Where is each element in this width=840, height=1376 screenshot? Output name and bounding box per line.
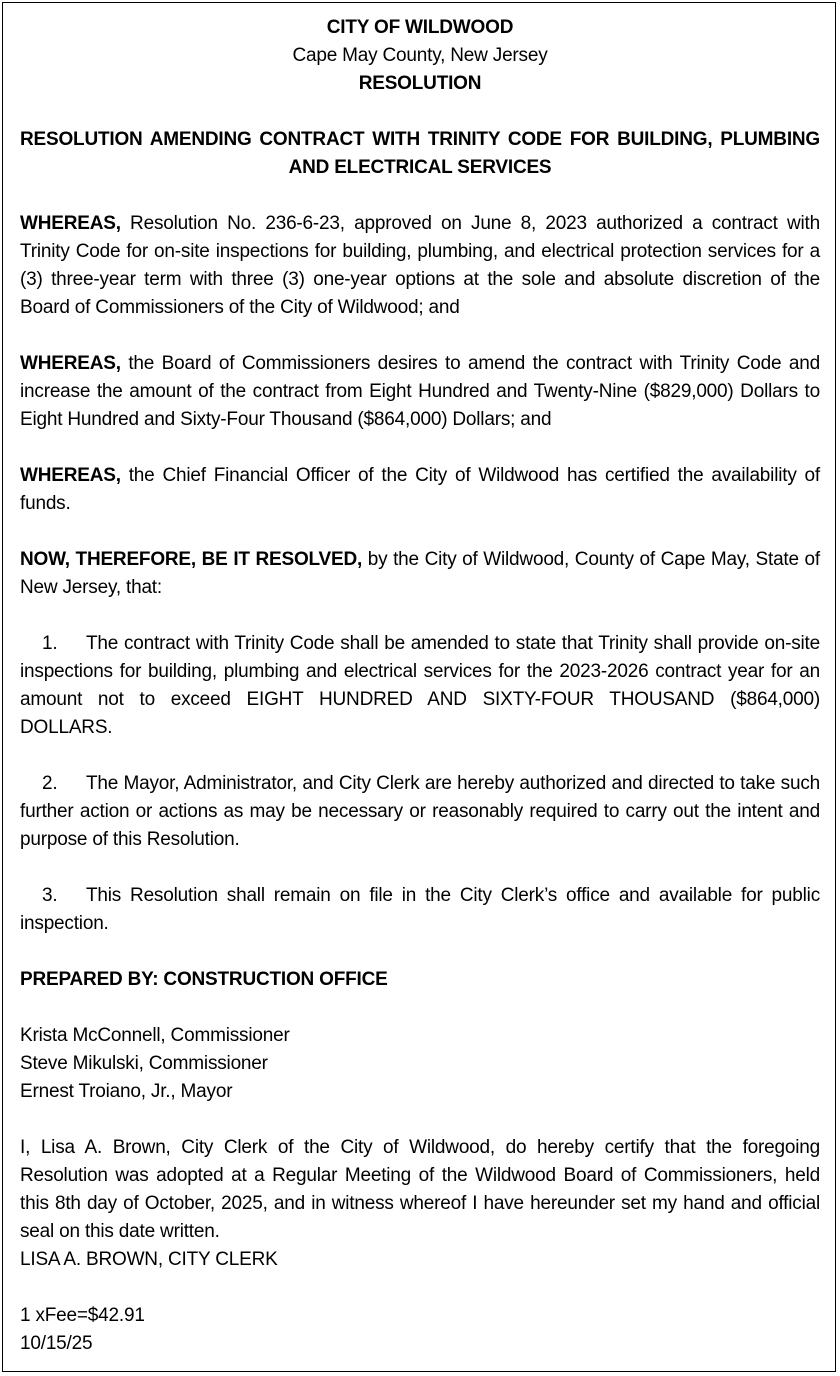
- county-state: Cape May County, New Jersey: [292, 45, 548, 66]
- whereas-text: Resolution No. 236-6-23, approved on June 8, 2023 authorized a contract with Trinity Code for on-site inspections for building, plumbing, and electrical protection services for a (3) three-year term with three (3) one-year options at the sole and absolute discretion of the Board of Commissioners of the City of Wildwood; and: [20, 213, 820, 318]
- officials-list: [20, 1022, 820, 1106]
- document-type: RESOLUTION: [358, 73, 482, 94]
- resolved-text: by the City of Wildwood, County of Cape May, State of New Jersey, that:: [20, 549, 820, 598]
- whereas-paragraph: [20, 350, 820, 434]
- clerk-certification: I, Lisa A. Brown, City Clerk of the City of Wildwood, do hereby certify that the foregoing Resolution was adopted at a Regular Meeting of the Wildwood Board of Commissioners, held this 8th day of October, 2025, and in witness whereof I have hereunder set my hand and official seal on this date written.: [20, 1137, 820, 1242]
- item-number: 1.: [42, 633, 58, 654]
- whereas-paragraph: [20, 210, 820, 322]
- resolution-item: [20, 882, 820, 938]
- whereas-lead: WHEREAS,: [20, 353, 121, 374]
- fee-line: 1 xFee=$42.91: [20, 1305, 145, 1326]
- whereas-text: the Chief Financial Officer of the City of Wildwood has certified the availability of funds.: [20, 465, 820, 514]
- publication-date: 10/15/25: [20, 1333, 93, 1354]
- item-text: The Mayor, Administrator, and City Clerk are hereby authorized and directed to take such further action or actions as may be necessary or reasonably required to carry out the intent and purpose of this Resolution.: [20, 773, 820, 850]
- resolution-notice: [20, 14, 820, 1358]
- official-name: Ernest Troiano, Jr., Mayor: [20, 1081, 233, 1102]
- item-number: 2.: [42, 773, 58, 794]
- whereas-lead: WHEREAS,: [20, 465, 121, 486]
- clerk-signature: LISA A. BROWN, CITY CLERK: [20, 1249, 278, 1270]
- resolved-lead: NOW, THEREFORE, BE IT RESOLVED,: [20, 549, 363, 570]
- resolution-item: [20, 630, 820, 742]
- whereas-paragraph: [20, 462, 820, 518]
- whereas-lead: WHEREAS,: [20, 213, 121, 234]
- resolution-item: [20, 770, 820, 854]
- billing-info: [20, 1302, 820, 1358]
- city-name: CITY OF WILDWOOD: [326, 17, 514, 38]
- item-text: The contract with Trinity Code shall be amended to state that Trinity shall provide on-site inspections for building, plumbing and electrical services for the 2023-2026 contract year for an amount not to exceed EIGHT HUNDRED AND SIXTY-FOUR THOUSAND ($864,000) DOLLARS.: [20, 633, 820, 738]
- item-number: 3.: [42, 885, 58, 906]
- prepared-by: PREPARED BY: CONSTRUCTION OFFICE: [20, 969, 388, 990]
- official-name: Steve Mikulski, Commissioner: [20, 1053, 268, 1074]
- whereas-text: the Board of Commissioners desires to amend the contract with Trinity Code and increase the amount of the contract from Eight Hundred and Twenty-Nine ($829,000) Dollars to Eight Hundred and Sixty-Four Thousand ($864,000) Dollars; and: [20, 353, 820, 430]
- official-name: Krista McConnell, Commissioner: [20, 1025, 290, 1046]
- resolved-paragraph: [20, 546, 820, 602]
- resolution-title: RESOLUTION AMENDING CONTRACT WITH TRINITY CODE FOR BUILDING, PLUMBING AND ELECTRICAL SERVICES: [20, 129, 820, 178]
- item-text: This Resolution shall remain on file in the City Clerk’s office and available for public inspection.: [20, 885, 820, 934]
